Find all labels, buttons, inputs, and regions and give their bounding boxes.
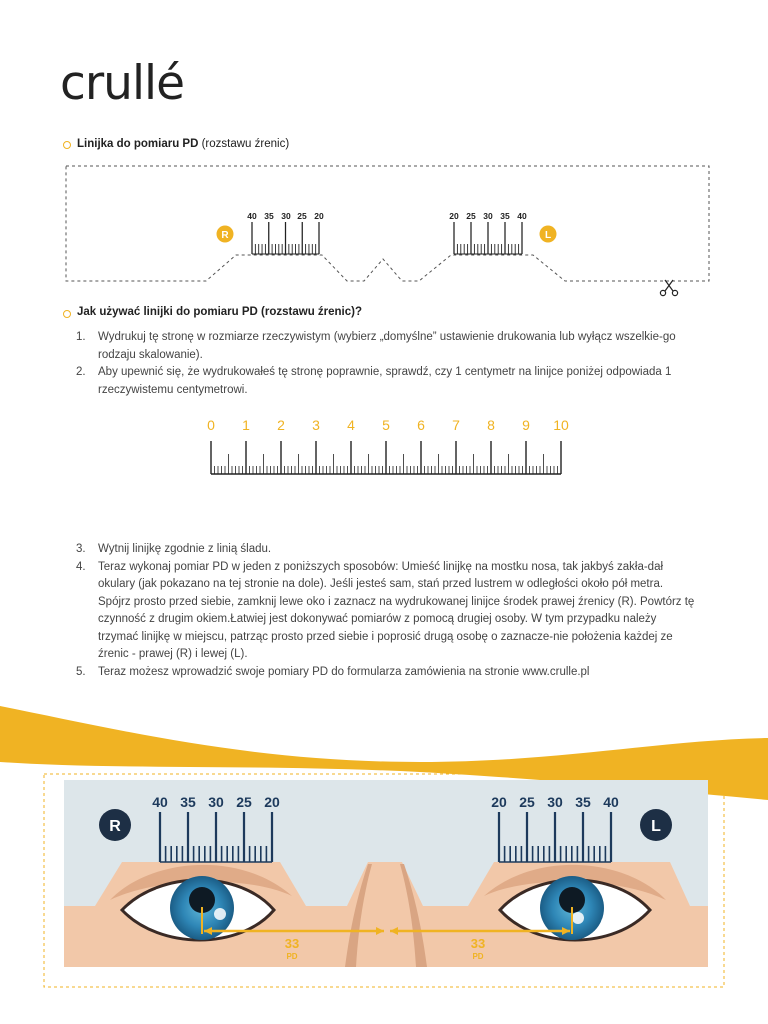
ruler-label-r40: 40: [247, 211, 257, 221]
bullet-icon: [63, 141, 71, 149]
right-ruler-ticks: [252, 222, 319, 254]
ill-label-r20: 20: [264, 794, 280, 810]
ill-label-l40: 40: [603, 794, 619, 810]
ruler-label-l25: 25: [466, 211, 476, 221]
ruler-label-r35: 35: [264, 211, 274, 221]
ill-label-r40: 40: [152, 794, 168, 810]
cm-label: 7: [452, 417, 460, 433]
list-number: 4.: [76, 560, 86, 573]
ill-label-r30: 30: [208, 794, 224, 810]
ill-label-r35: 35: [180, 794, 196, 810]
ill-label-l30: 30: [547, 794, 563, 810]
ruler-label-l40: 40: [517, 211, 527, 221]
list-text: Wydrukuj tę stronę w rozmiarze rzeczywistym (wybierz „domyślne” ustawienie drukowania lub wyłącz wszelkie-go rodzaju skalowanie).: [98, 331, 676, 361]
ruler-label-r20: 20: [314, 211, 324, 221]
list-item: [76, 664, 696, 682]
ill-label-r25: 25: [236, 794, 252, 810]
right-eye-letter: R: [221, 230, 229, 241]
cm-label: 10: [553, 417, 569, 433]
list-number: 2.: [76, 366, 86, 378]
cm-label: 5: [382, 417, 390, 433]
ruler-label-r25: 25: [297, 211, 307, 221]
list-text: Teraz wykonaj pomiar PD w jeden z poniższych sposobów: Umieść linijkę na mostku nosa, tak jakbyś zakła-dał okulary (jak pokazano na tej stronie na dole). Jeśli jesteś sam, stań przed lustrem w odległości około pół metra. Spójrz prosto przed siebie, zamknij lewe oko i zaznacz na wydrukowanej linijce środek prawej źrenicy (R). Powtórz tę czynność z drugim okiem.Łatwiej jest dokonywać pomiarów z pomocą drugiej osoby. W tym przypadku należy trzymać linijkę w miejscu, patrząc prosto przed siebie i poprosić drugą osobę o zaznacze-nie położenia każdej ze źrenic - prawej (R) i lewej (L).: [98, 560, 695, 660]
list-item: [76, 559, 696, 664]
list-text: Wytnij linijkę zgodnie z linią śladu.: [98, 543, 272, 555]
list-item: [76, 364, 696, 399]
pd-unit-right: PD: [286, 952, 298, 961]
bullet-icon: [63, 310, 71, 318]
list-item: [76, 541, 696, 559]
cm-label: 1: [242, 417, 250, 433]
scissors-icon: [660, 280, 677, 296]
left-ruler-ticks: [454, 222, 522, 254]
howto-title: Jak używać linijki do pomiaru PD (rozstawu źrenic)?: [77, 306, 363, 318]
list-text: Aby upewnić się, że wydrukowałeś tę stronę poprawnie, sprawdź, czy 1 centymetr na linijce poniżej odpowiada 1 rzeczywistemu centymetrowi.: [98, 366, 672, 396]
pd-unit-left: PD: [472, 952, 484, 961]
ruler-label-l30: 30: [483, 211, 493, 221]
ruler-section-title: [77, 138, 289, 150]
cm-label: 9: [522, 417, 530, 433]
cm-label: 6: [417, 417, 425, 433]
list-item: [76, 329, 696, 364]
ruler-label-r30: 30: [281, 211, 291, 221]
list-number: 3.: [76, 543, 86, 555]
ill-label-l35: 35: [575, 794, 591, 810]
list-text: Teraz możesz wprowadzić swoje pomiary PD do formularza zamówienia na stronie www.crulle.pl: [98, 665, 590, 678]
left-eye-letter: L: [651, 818, 661, 835]
cm-label: 4: [347, 417, 355, 433]
crulle-logo: crullé: [60, 56, 184, 111]
ill-label-l25: 25: [519, 794, 535, 810]
ill-label-l20: 20: [491, 794, 507, 810]
instruction-list-b: [76, 541, 696, 681]
right-eye-letter: R: [109, 818, 121, 835]
left-eye-letter: L: [544, 230, 552, 241]
ruler-title-rest: (rozstawu źrenic): [198, 138, 290, 150]
cut-line: [66, 166, 709, 281]
cutout-pd-ruler: [0, 160, 768, 300]
cm-label: 8: [487, 417, 495, 433]
ruler-label-l20: 20: [449, 211, 459, 221]
pd-illustration: [0, 700, 768, 1024]
cm-label: 2: [277, 417, 285, 433]
cm-label: 3: [312, 417, 320, 433]
centimeter-ruler: [0, 410, 768, 490]
list-number: 5.: [76, 665, 86, 678]
ruler-title-bold: Linijka do pomiaru PD: [77, 138, 199, 150]
pd-value-right: 33: [284, 936, 300, 951]
cm-label: 0: [207, 417, 215, 433]
cm-ruler-ticks: [211, 441, 561, 474]
list-number: 1.: [76, 331, 86, 343]
pd-value-left: 33: [470, 936, 486, 951]
instruction-list-a: [76, 329, 696, 399]
ruler-label-l35: 35: [500, 211, 510, 221]
